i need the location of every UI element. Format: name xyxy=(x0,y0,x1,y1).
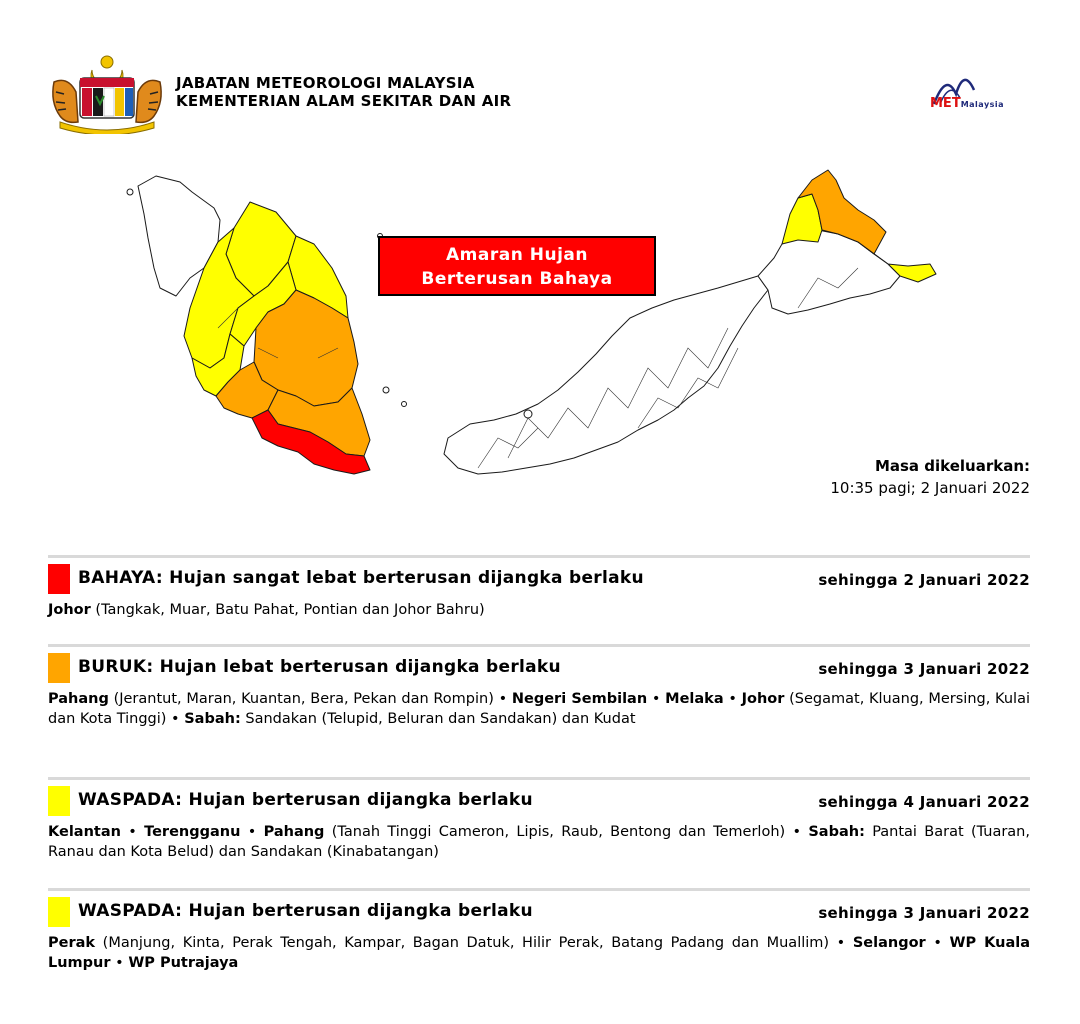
header xyxy=(48,52,1038,142)
area-detail: (Segamat, Kluang, Mersing, Kulai dan Kota Tinggi) • xyxy=(48,691,1030,727)
state-name: Negeri Sembilan xyxy=(511,691,648,707)
warning-section-buruk xyxy=(48,644,1030,729)
region-sarawak xyxy=(444,276,768,474)
section-until: sehingga 4 Januari 2022 xyxy=(818,793,1030,811)
divider xyxy=(48,555,1030,558)
severity-swatch-red xyxy=(48,564,70,594)
state-name: WP Kuala Lumpur xyxy=(48,935,1030,971)
section-header xyxy=(48,653,1030,689)
section-header xyxy=(48,786,1030,822)
area-detail: • xyxy=(120,824,145,840)
section-areas xyxy=(48,689,1030,729)
severity-swatch-yellow xyxy=(48,786,70,816)
issued-value: 10:35 pagi; 2 Januari 2022 xyxy=(830,479,1030,497)
section-areas xyxy=(48,600,1030,620)
warning-section-waspada-1 xyxy=(48,777,1030,862)
divider xyxy=(48,888,1030,891)
organization-name xyxy=(176,74,511,110)
section-areas xyxy=(48,933,1030,973)
area-detail: • xyxy=(647,691,666,707)
severity-swatch-yellow xyxy=(48,897,70,927)
warning-title-box xyxy=(378,236,656,296)
area-detail: Sandakan (Telupid, Beluran dan Sandakan) dan Kudat xyxy=(240,711,636,727)
state-name: Pahang xyxy=(263,824,325,840)
warning-section-bahaya xyxy=(48,555,1030,620)
section-title: BURUK: Hujan lebat berterusan dijangka berlaku xyxy=(78,657,561,677)
org-line-1: JABATAN METEOROLOGI MALAYSIA xyxy=(176,74,475,92)
met-logo-small: Malaysia xyxy=(960,100,1005,109)
section-header xyxy=(48,897,1030,933)
state-name: Melaka xyxy=(665,691,724,707)
divider xyxy=(48,777,1030,780)
state-name: Kelantan xyxy=(48,824,121,840)
org-line-2: KEMENTERIAN ALAM SEKITAR DAN AIR xyxy=(176,92,512,110)
area-detail: • xyxy=(925,935,950,951)
issued-time xyxy=(830,455,1030,499)
area-detail: • xyxy=(240,824,264,840)
area-detail: (Tangkak, Muar, Batu Pahat, Pontian dan Johor Bahru) xyxy=(90,602,485,618)
warning-section-waspada-2 xyxy=(48,888,1030,973)
area-detail: Pantai Barat (Tuaran, Ranau dan Kota Belud) dan Sandakan (Kinabatangan) xyxy=(48,824,1030,860)
area-detail: (Jerantut, Maran, Kuantan, Bera, Pekan dan Rompin) • xyxy=(108,691,512,707)
state-name: Sabah: xyxy=(184,711,241,727)
malaysia-warning-map xyxy=(118,158,948,503)
section-areas xyxy=(48,822,1030,862)
area-detail: • xyxy=(110,955,129,971)
state-name: Terengganu xyxy=(144,824,241,840)
area-detail: (Manjung, Kinta, Perak Tengah, Kampar, Bagan Datuk, Hilir Perak, Batang Padang dan Muallim) • xyxy=(95,935,853,951)
state-name: Pahang xyxy=(48,691,109,707)
section-title: WASPADA: Hujan berterusan dijangka berlaku xyxy=(78,901,533,921)
state-name: Johor xyxy=(741,691,785,707)
section-title: WASPADA: Hujan berterusan dijangka berlaku xyxy=(78,790,533,810)
warning-title-line-1: Amaran Hujan xyxy=(446,245,588,265)
state-name: Perak xyxy=(48,935,96,951)
section-until: sehingga 3 Januari 2022 xyxy=(818,660,1030,678)
section-header xyxy=(48,564,1030,600)
issued-label: Masa dikeluarkan: xyxy=(874,457,1030,475)
warning-title-line-2: Berterusan Bahaya xyxy=(421,269,613,289)
met-logo-text xyxy=(930,96,1004,111)
state-name: WP Putrajaya xyxy=(128,955,239,971)
state-name: Sabah: xyxy=(808,824,865,840)
section-until: sehingga 2 Januari 2022 xyxy=(818,571,1030,589)
area-detail: • xyxy=(723,691,742,707)
section-until: sehingga 3 Januari 2022 xyxy=(818,904,1030,922)
met-logo-big: MET xyxy=(930,96,961,111)
section-title: BAHAYA: Hujan sangat lebat berterusan dijangka berlaku xyxy=(78,568,644,588)
state-name: Selangor xyxy=(852,935,926,951)
divider xyxy=(48,644,1030,647)
malaysia-crest-icon xyxy=(48,52,166,134)
met-malaysia-logo xyxy=(916,66,1026,122)
severity-swatch-orange xyxy=(48,653,70,683)
area-detail: (Tanah Tinggi Cameron, Lipis, Raub, Bentong dan Temerloh) • xyxy=(324,824,809,840)
state-name: Johor xyxy=(48,602,91,618)
